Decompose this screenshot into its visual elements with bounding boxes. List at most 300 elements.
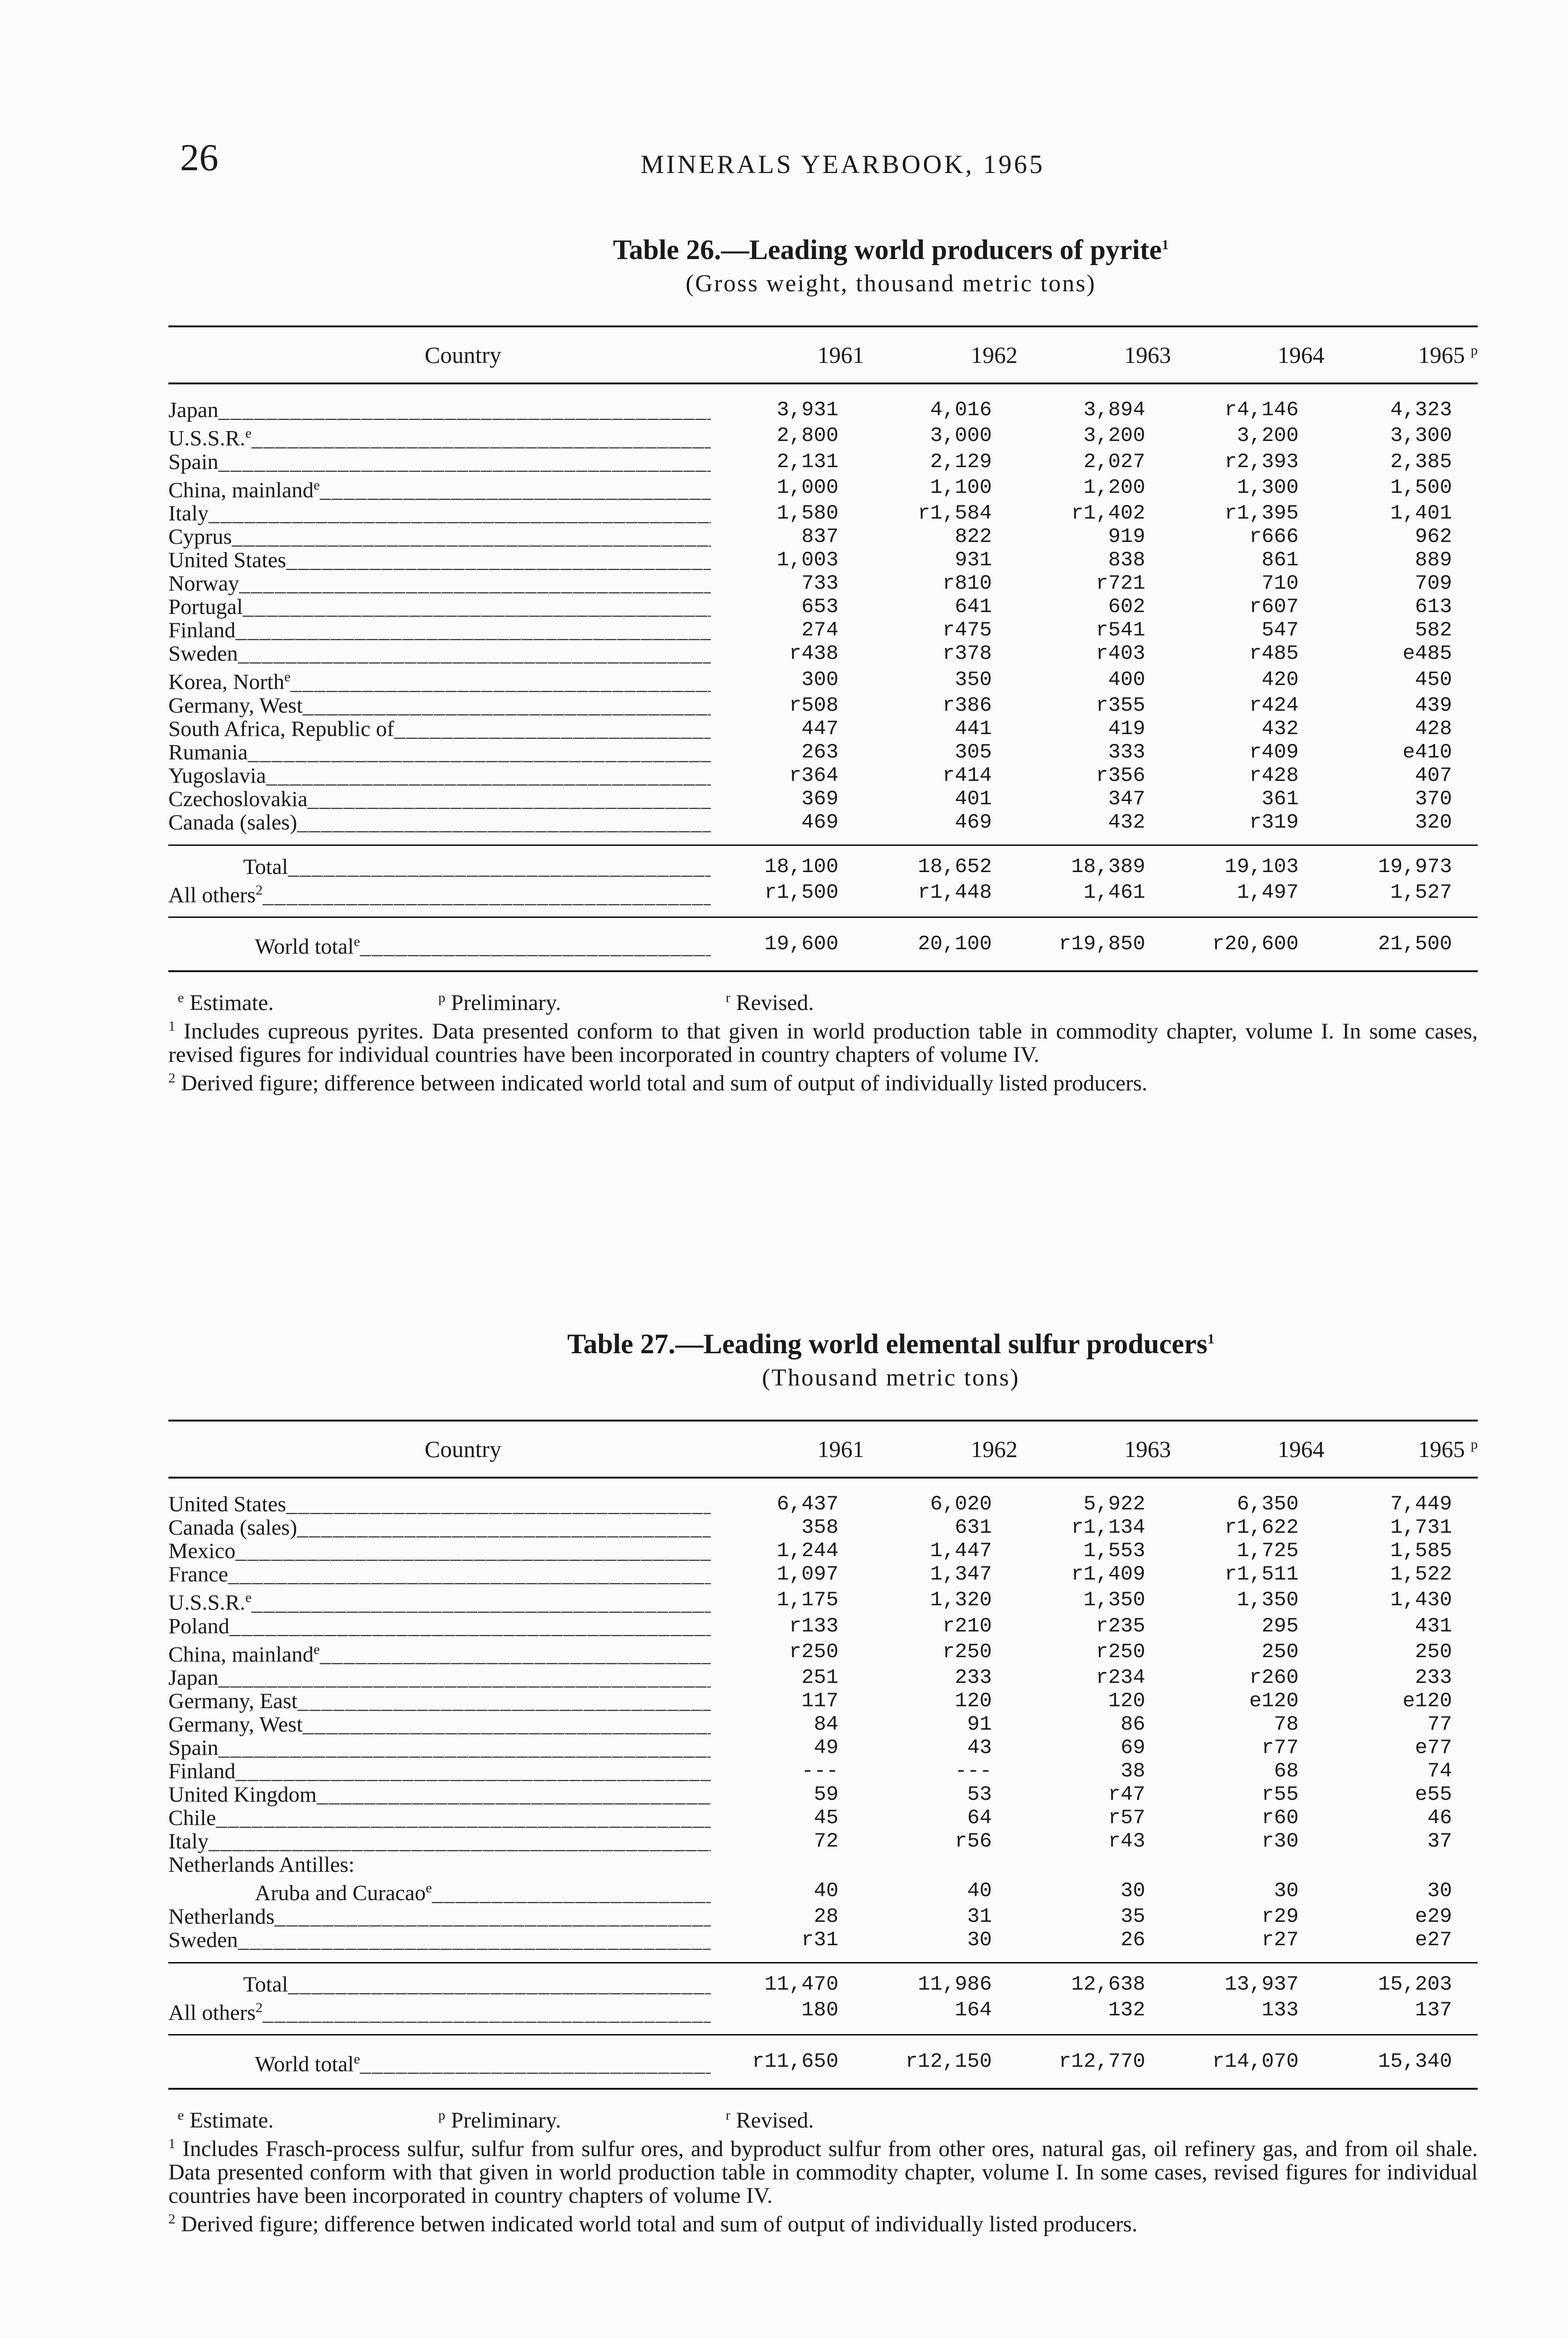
value-cell: 263 xyxy=(801,740,838,764)
value-cell: 3,300 xyxy=(1390,424,1452,448)
value-cell: 46 xyxy=(1427,1806,1452,1830)
country-cell: Italy _____ xyxy=(168,502,711,525)
footnote-2: $^2$ Derived figure; difference between indicated world total and sum of output of individually listed producers. xyxy=(168,1070,1148,1096)
value-cell: r319 xyxy=(1249,810,1299,834)
value-cell: r508 xyxy=(789,693,838,717)
value-cell: r355 xyxy=(1096,693,1145,717)
value-cell: 1,350 xyxy=(1236,1588,1299,1612)
column-header-country: Country xyxy=(168,326,711,383)
running-head xyxy=(180,136,1489,182)
value-cell: 350 xyxy=(954,668,992,692)
total-row: Total _____ 18,100 18,652 18,389 19,103 19,973 xyxy=(168,845,1478,879)
running-title: MINERALS YEARBOOK, 1965 xyxy=(641,150,1045,179)
value-cell: 733 xyxy=(801,572,838,596)
value-cell: r666 xyxy=(1249,525,1299,549)
value-cell: e29 xyxy=(1415,1905,1452,1928)
header-row xyxy=(168,326,1478,383)
value-cell: 333 xyxy=(1108,740,1145,764)
value-cell: r364 xyxy=(789,764,838,787)
value-cell: r27 xyxy=(1261,1928,1299,1952)
value-cell: 919 xyxy=(1108,525,1145,549)
value-cell: 43 xyxy=(967,1736,992,1760)
table-row xyxy=(168,741,1478,764)
value-cell: 547 xyxy=(1261,619,1299,642)
value-cell: r133 xyxy=(789,1614,838,1638)
value-cell: 3,931 xyxy=(776,398,838,422)
table-row xyxy=(168,1830,1478,1853)
value-cell: 1,447 xyxy=(930,1539,992,1563)
value-cell: 361 xyxy=(1261,787,1299,811)
footnote-ref: 1 xyxy=(1162,237,1169,253)
value-cell: r1,395 xyxy=(1224,502,1299,526)
column-header-year: 1965 $^p$ xyxy=(1324,1421,1478,1478)
value-cell: 3,200 xyxy=(1236,424,1299,448)
value-cell: 72 xyxy=(814,1830,838,1854)
value-cell: 78 xyxy=(1274,1713,1299,1737)
value-cell: 53 xyxy=(967,1783,992,1807)
value-cell: 369 xyxy=(801,787,838,811)
value-cell: e27 xyxy=(1415,1928,1452,1952)
value-cell: 1,401 xyxy=(1390,502,1452,526)
footnote-2: $^2$ Derived figure; difference betwen indicated world total and sum of output of individually listed producers. xyxy=(168,2211,1138,2237)
value-cell: e120 xyxy=(1402,1689,1452,1713)
value-cell: 432 xyxy=(1261,717,1299,741)
table-row xyxy=(168,1760,1478,1783)
value-cell: r250 xyxy=(1096,1640,1145,1664)
value-cell: 250 xyxy=(1415,1640,1452,1664)
country-cell: Cyprus _____ xyxy=(168,525,711,548)
value-cell: 6,437 xyxy=(776,1493,838,1516)
value-cell: 602 xyxy=(1108,595,1145,619)
value-cell: r378 xyxy=(942,642,992,666)
country-cell: France _____ xyxy=(168,1563,711,1586)
value-cell: 1,731 xyxy=(1390,1516,1452,1539)
value-cell: 428 xyxy=(1415,717,1452,741)
preliminary-mark: p xyxy=(1471,1436,1478,1452)
value-cell: 1,003 xyxy=(776,548,838,572)
country-cell: Finland _____ xyxy=(168,1760,711,1783)
value-cell: 1,300 xyxy=(1236,476,1299,499)
value-cell: r30 xyxy=(1261,1830,1299,1854)
value-cell: e55 xyxy=(1415,1783,1452,1807)
value-cell: r2,393 xyxy=(1224,450,1299,474)
value-cell: 45 xyxy=(814,1806,838,1830)
value-cell: 407 xyxy=(1415,764,1452,787)
value-cell: 120 xyxy=(1108,1689,1145,1713)
value-cell: r414 xyxy=(942,764,992,787)
country-cell: Sweden _____ xyxy=(168,642,711,665)
table-row xyxy=(168,764,1478,787)
table-row xyxy=(168,1638,1478,1667)
value-cell: 305 xyxy=(954,740,992,764)
value-cell: 469 xyxy=(801,810,838,834)
column-header-year: 1964 xyxy=(1171,326,1324,383)
value-cell: e410 xyxy=(1402,740,1452,764)
table-26 xyxy=(168,234,1478,1095)
table-row xyxy=(168,665,1478,694)
value-cell: 1,500 xyxy=(1390,476,1452,499)
value-cell: 6,020 xyxy=(930,1493,992,1516)
value-cell: 295 xyxy=(1261,1614,1299,1638)
table-row xyxy=(168,717,1478,741)
value-cell: r4,146 xyxy=(1224,398,1299,422)
column-header-year: 1963 xyxy=(1018,1421,1171,1478)
value-cell: 861 xyxy=(1261,548,1299,572)
value-cell: 631 xyxy=(954,1516,992,1539)
value-cell: 40 xyxy=(814,1879,838,1903)
table-footnotes: $^e$ Estimate. $^p$ Preliminary. $^r$ Revised. $^1$ Includes Frasch-process sulfur, sulfur from sulfur ores, and byproduct sulfur from other ores, natural gas, oil refinery gas, and from oil shale. Data presented conform with that given in world production table in commodity chapter, volume I. In some cases, revised figures for individual countries have been incorporated in country chapters of volume IV. $^2$ Derived figure; difference betwen indicated world total and sum of output of individually listed producers. xyxy=(168,2107,1478,2237)
value-cell: 613 xyxy=(1415,595,1452,619)
table-row xyxy=(168,502,1478,525)
table-row xyxy=(168,642,1478,665)
value-cell: 450 xyxy=(1415,668,1452,692)
table-row xyxy=(168,422,1478,450)
value-cell: r210 xyxy=(942,1614,992,1638)
country-cell: Japan _____ xyxy=(168,1666,711,1689)
value-cell: 84 xyxy=(814,1713,838,1737)
country-cell: China, mainland$^e$ _____ xyxy=(168,474,711,502)
value-cell: 962 xyxy=(1415,525,1452,549)
table-row xyxy=(168,1783,1478,1806)
value-cell: 26 xyxy=(1120,1928,1145,1952)
value-cell: 441 xyxy=(954,717,992,741)
value-cell: 3,000 xyxy=(930,424,992,448)
table-row xyxy=(168,474,1478,502)
country-cell: Finland _____ xyxy=(168,619,711,642)
value-cell: 447 xyxy=(801,717,838,741)
value-cell: 1,580 xyxy=(776,502,838,526)
country-cell: Netherlands Antilles: xyxy=(168,1853,355,1877)
country-cell: Aruba and Curacao$^e$ _____ xyxy=(168,1876,711,1905)
footnote-1: $^1$ Includes cupreous pyrites. Data presented conform to that given in world production table in commodity chapter, volume I. In some cases, revised figures for individual countries have been incorporated in country chapters of volume IV. xyxy=(168,1018,1478,1068)
world-total-row: World total$^e$ _____ r11,650 r12,150 r12,770 r14,070 15,340 xyxy=(168,2035,1478,2089)
value-cell: 469 xyxy=(954,810,992,834)
value-cell: 1,200 xyxy=(1083,476,1145,499)
table-27 xyxy=(168,1328,1478,2236)
value-cell: r485 xyxy=(1249,642,1299,666)
value-cell: r250 xyxy=(942,1640,992,1664)
country-cell: Canada (sales) _____ xyxy=(168,811,711,845)
value-cell: 370 xyxy=(1415,787,1452,811)
table-row xyxy=(168,1736,1478,1760)
value-cell: 7,449 xyxy=(1390,1493,1452,1516)
value-cell: 35 xyxy=(1120,1905,1145,1928)
table-subtitle: (Thousand metric tons) xyxy=(762,1364,1020,1391)
value-cell: 1,347 xyxy=(930,1563,992,1586)
table-row xyxy=(168,1713,1478,1736)
value-cell: 432 xyxy=(1108,810,1145,834)
table-row xyxy=(168,1539,1478,1563)
value-cell: 400 xyxy=(1108,668,1145,692)
table-row xyxy=(168,383,1478,422)
country-cell: Chile _____ xyxy=(168,1806,711,1830)
table-row xyxy=(168,1905,1478,1928)
preliminary-mark: p xyxy=(1471,342,1478,358)
value-cell: 6,350 xyxy=(1236,1493,1299,1516)
value-cell: 4,016 xyxy=(930,398,992,422)
value-cell: 38 xyxy=(1120,1760,1145,1783)
country-cell: United States _____ xyxy=(168,1478,711,1516)
value-cell xyxy=(711,1853,864,1876)
value-cell: 91 xyxy=(967,1713,992,1737)
country-cell: Czechoslovakia _____ xyxy=(168,787,711,811)
value-cell: 233 xyxy=(1415,1666,1452,1690)
value-cell: r235 xyxy=(1096,1614,1145,1638)
value-cell: 431 xyxy=(1415,1614,1452,1638)
value-cell: r810 xyxy=(942,572,992,596)
country-cell: United Kingdom _____ xyxy=(168,1783,711,1806)
value-cell: r424 xyxy=(1249,693,1299,717)
value-cell: 64 xyxy=(967,1806,992,1830)
table-row xyxy=(168,1478,1478,1516)
column-header-country: Country xyxy=(168,1421,711,1478)
value-cell: 3,894 xyxy=(1083,398,1145,422)
country-cell: U.S.S.R.$^e$ _____ xyxy=(168,1586,711,1615)
table-row xyxy=(168,694,1478,717)
value-cell: 233 xyxy=(954,1666,992,1690)
value-cell: 30 xyxy=(967,1928,992,1952)
value-cell: r475 xyxy=(942,619,992,642)
value-cell: r1,511 xyxy=(1224,1563,1299,1586)
country-cell: Germany, West _____ xyxy=(168,1713,711,1736)
column-header-year: 1963 xyxy=(1018,326,1171,383)
value-cell: 250 xyxy=(1261,1640,1299,1664)
value-cell: r250 xyxy=(789,1640,838,1664)
country-cell: Norway _____ xyxy=(168,572,711,595)
country-cell: U.S.S.R.$^e$ _____ xyxy=(168,422,711,450)
country-cell: Mexico _____ xyxy=(168,1539,711,1563)
value-cell: r57 xyxy=(1108,1806,1145,1830)
value-cell: 838 xyxy=(1108,548,1145,572)
table-row xyxy=(168,619,1478,642)
value-cell: 709 xyxy=(1415,572,1452,596)
value-cell: 1,553 xyxy=(1083,1539,1145,1563)
table-row xyxy=(168,572,1478,595)
country-cell: Germany, West _____ xyxy=(168,694,711,717)
table-row xyxy=(168,1563,1478,1586)
country-cell: Spain _____ xyxy=(168,1736,711,1760)
value-cell: 1,430 xyxy=(1390,1588,1452,1612)
value-cell: 1,320 xyxy=(930,1588,992,1612)
table-row xyxy=(168,1876,1478,1905)
value-cell: 30 xyxy=(1427,1879,1452,1903)
country-cell: Germany, East _____ xyxy=(168,1689,711,1713)
value-cell: r31 xyxy=(801,1928,838,1952)
value-cell: 86 xyxy=(1120,1713,1145,1737)
table-number: Table 26. xyxy=(613,234,721,265)
value-cell: 274 xyxy=(801,619,838,642)
footnote-1: $^1$ Includes Frasch-process sulfur, sulfur from sulfur ores, and byproduct sulfur from other ores, natural gas, oil refinery gas, and from oil shale. Data presented conform with that given in world production table in commodity chapter, volume I. In some cases, revised figures for individual countries have been incorporated in country chapters of volume IV. xyxy=(168,2136,1478,2208)
value-cell: r234 xyxy=(1096,1666,1145,1690)
value-cell: 5,922 xyxy=(1083,1493,1145,1516)
value-cell: r43 xyxy=(1108,1830,1145,1854)
value-cell: 1,725 xyxy=(1236,1539,1299,1563)
value-cell: 37 xyxy=(1427,1830,1452,1854)
table-row xyxy=(168,1516,1478,1539)
value-cell: 117 xyxy=(801,1689,838,1713)
value-cell: 1,100 xyxy=(930,476,992,499)
value-cell: 30 xyxy=(1274,1879,1299,1903)
country-cell: South Africa, Republic of _____ xyxy=(168,717,711,741)
table-title-text: —Leading world producers of pyrite xyxy=(721,234,1162,265)
value-cell: 40 xyxy=(967,1879,992,1903)
table-row xyxy=(168,525,1478,548)
column-header-year: 1965 $^p$ xyxy=(1324,326,1478,383)
table-row xyxy=(168,595,1478,619)
value-cell xyxy=(1018,1853,1171,1876)
table-row xyxy=(168,1853,1478,1876)
value-cell: 822 xyxy=(954,525,992,549)
value-cell: 419 xyxy=(1108,717,1145,741)
country-cell: Spain _____ xyxy=(168,450,711,474)
value-cell: 30 xyxy=(1120,1879,1145,1903)
column-header-year: 1961 xyxy=(711,326,864,383)
value-cell: 1,350 xyxy=(1083,1588,1145,1612)
value-cell: r428 xyxy=(1249,764,1299,787)
table-row xyxy=(168,811,1478,845)
value-cell: 1,244 xyxy=(776,1539,838,1563)
value-cell xyxy=(1171,1853,1324,1876)
value-cell: 931 xyxy=(954,548,992,572)
country-cell: Portugal _____ xyxy=(168,595,711,619)
table-subtitle: (Gross weight, thousand metric tons) xyxy=(686,270,1096,297)
value-cell: r721 xyxy=(1096,572,1145,596)
world-total-row: World total$^e$ _____ 19,600 20,100 r19,850 r20,600 21,500 xyxy=(168,917,1478,971)
value-cell: r1,402 xyxy=(1071,502,1145,526)
value-cell: r1,584 xyxy=(918,502,992,526)
table-number: Table 27. xyxy=(567,1328,676,1359)
table-title xyxy=(304,1328,1478,1360)
value-cell: e77 xyxy=(1415,1736,1452,1760)
value-cell: 4,323 xyxy=(1390,398,1452,422)
value-cell: 710 xyxy=(1261,572,1299,596)
value-cell: 2,129 xyxy=(930,450,992,474)
value-cell: 69 xyxy=(1120,1736,1145,1760)
value-cell: 31 xyxy=(967,1905,992,1928)
value-cell: 28 xyxy=(814,1905,838,1928)
value-cell: 68 xyxy=(1274,1760,1299,1783)
country-cell: Canada (sales) _____ xyxy=(168,1516,711,1539)
table-title-text: —Leading world elemental sulfur producers xyxy=(675,1328,1207,1359)
value-cell: 889 xyxy=(1415,548,1452,572)
column-header-year: 1962 xyxy=(864,1421,1018,1478)
value-cell: 1,000 xyxy=(776,476,838,499)
value-cell: r55 xyxy=(1261,1783,1299,1807)
column-header-year: 1962 xyxy=(864,326,1018,383)
value-cell: 1,175 xyxy=(776,1588,838,1612)
table-row xyxy=(168,1928,1478,1963)
value-cell: r56 xyxy=(954,1830,992,1854)
value-cell: 653 xyxy=(801,595,838,619)
value-cell: 2,027 xyxy=(1083,450,1145,474)
value-cell: 3,200 xyxy=(1083,424,1145,448)
value-cell: e485 xyxy=(1402,642,1452,666)
value-cell: r607 xyxy=(1249,595,1299,619)
value-cell: --- xyxy=(801,1760,838,1783)
value-cell: 439 xyxy=(1415,693,1452,717)
value-cell: 1,522 xyxy=(1390,1563,1452,1586)
value-cell: 1,585 xyxy=(1390,1539,1452,1563)
value-cell: 59 xyxy=(814,1783,838,1807)
column-header-year: 1964 xyxy=(1171,1421,1324,1478)
value-cell: r356 xyxy=(1096,764,1145,787)
table-title xyxy=(304,234,1478,266)
table-row xyxy=(168,1806,1478,1830)
country-cell: United States _____ xyxy=(168,548,711,572)
value-cell: 2,131 xyxy=(776,450,838,474)
table-row xyxy=(168,1615,1478,1638)
table-row xyxy=(168,1666,1478,1689)
total-row: Total _____ 11,470 11,986 12,638 13,937 15,203 xyxy=(168,1963,1478,1996)
value-cell: 77 xyxy=(1427,1713,1452,1737)
value-cell: r386 xyxy=(942,693,992,717)
value-cell xyxy=(864,1853,1018,1876)
country-cell: Netherlands _____ xyxy=(168,1905,711,1928)
country-cell: Japan _____ xyxy=(168,383,711,422)
value-cell: r541 xyxy=(1096,619,1145,642)
value-cell: r29 xyxy=(1261,1905,1299,1928)
value-cell: r60 xyxy=(1261,1806,1299,1830)
data-table xyxy=(168,325,1478,972)
value-cell: 300 xyxy=(801,668,838,692)
value-cell: 641 xyxy=(954,595,992,619)
value-cell: 320 xyxy=(1415,810,1452,834)
value-cell: r1,622 xyxy=(1224,1516,1299,1539)
value-cell: 420 xyxy=(1261,668,1299,692)
page-number: 26 xyxy=(180,136,218,179)
table-row xyxy=(168,1689,1478,1713)
country-cell: Yugoslavia _____ xyxy=(168,764,711,787)
value-cell: 2,800 xyxy=(776,424,838,448)
value-cell: e120 xyxy=(1249,1689,1299,1713)
value-cell: 49 xyxy=(814,1736,838,1760)
value-cell: 582 xyxy=(1415,619,1452,642)
data-table xyxy=(168,1420,1478,2090)
value-cell: 120 xyxy=(954,1689,992,1713)
all-others-row: All others$^2$ _____ r1,500 r1,448 1,461 1,497 1,527 xyxy=(168,879,1478,917)
value-cell: r77 xyxy=(1261,1736,1299,1760)
value-cell xyxy=(1324,1853,1478,1876)
value-cell: 74 xyxy=(1427,1760,1452,1783)
country-cell: Rumania _____ xyxy=(168,741,711,764)
column-header-year: 1961 xyxy=(711,1421,864,1478)
all-others-row: All others$^2$ _____ 180 164 132 133 137 xyxy=(168,1996,1478,2035)
value-cell: 837 xyxy=(801,525,838,549)
header-row xyxy=(168,1421,1478,1478)
country-cell: Sweden _____ xyxy=(168,1928,711,1963)
value-cell: 401 xyxy=(954,787,992,811)
value-cell: r1,134 xyxy=(1071,1516,1145,1539)
value-cell: r47 xyxy=(1108,1783,1145,1807)
table-footnotes: $^e$ Estimate. $^p$ Preliminary. $^r$ Revised. $^1$ Includes cupreous pyrites. Data presented conform to that given in world production table in commodity chapter, volume I. In some cases, revised figures for individual countries have been incorporated in country chapters of volume IV. $^2$ Derived figure; difference between indicated world total and sum of output of individually listed producers. xyxy=(168,990,1478,1096)
value-cell: 251 xyxy=(801,1666,838,1690)
value-cell: 1,097 xyxy=(776,1563,838,1586)
table-row xyxy=(168,450,1478,474)
value-cell: 358 xyxy=(801,1516,838,1539)
value-cell: r403 xyxy=(1096,642,1145,666)
table-row xyxy=(168,787,1478,811)
value-cell: 347 xyxy=(1108,787,1145,811)
country-cell: Poland _____ xyxy=(168,1615,711,1638)
value-cell: r1,409 xyxy=(1071,1563,1145,1586)
value-cell: --- xyxy=(954,1760,992,1783)
value-cell: r409 xyxy=(1249,740,1299,764)
footnote-ref: 1 xyxy=(1207,1331,1214,1347)
country-cell: Italy _____ xyxy=(168,1830,711,1853)
table-row xyxy=(168,548,1478,572)
country-cell: China, mainland$^e$ _____ xyxy=(168,1638,711,1667)
value-cell: r438 xyxy=(789,642,838,666)
